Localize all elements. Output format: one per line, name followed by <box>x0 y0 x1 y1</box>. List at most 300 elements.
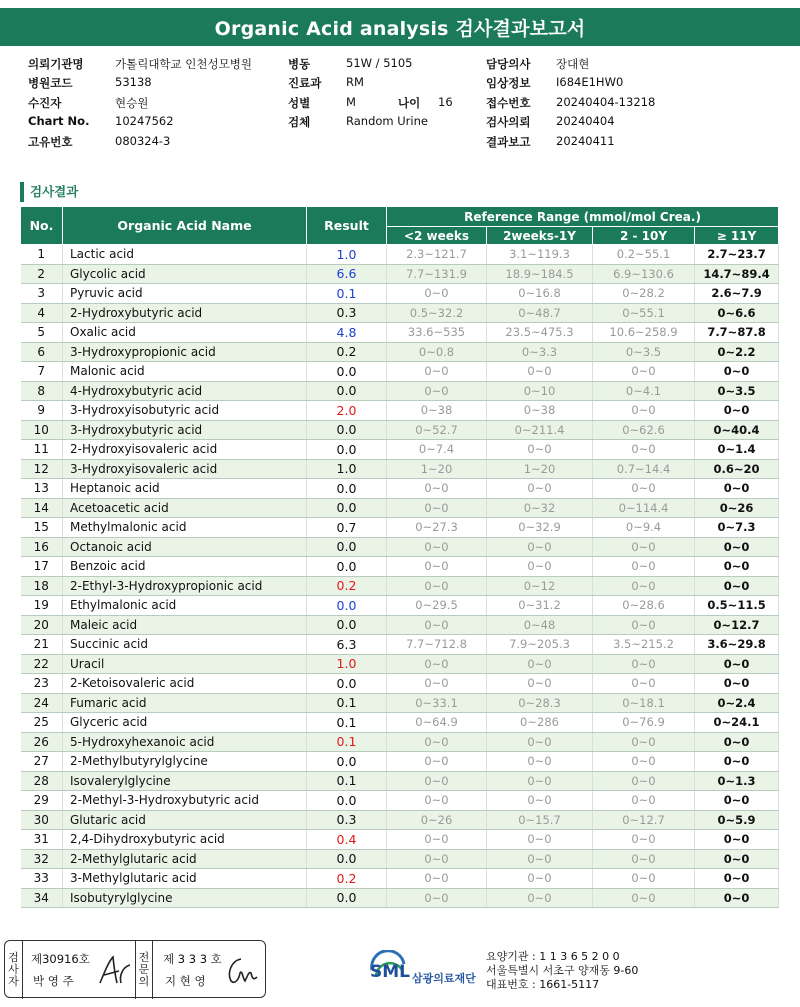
table-row <box>21 245 779 265</box>
row-range-2-10y: 0~3.5 <box>593 342 695 362</box>
row-range-lt2w: 2.3~121.7 <box>387 245 487 265</box>
info-row <box>28 132 788 151</box>
row-range-ge11y: 0~6.6 <box>695 303 779 323</box>
row-range-2w1y: 0~3.3 <box>487 342 593 362</box>
row-range-ge11y: 0~0 <box>695 537 779 557</box>
row-no: 27 <box>21 752 63 772</box>
row-result: 4.8 <box>307 323 387 343</box>
row-no: 15 <box>21 518 63 538</box>
row-name: 2-Methylglutaric acid <box>63 849 307 869</box>
row-range-2w1y: 0~0 <box>487 654 593 674</box>
row-no: 28 <box>21 771 63 791</box>
row-range-2-10y: 0~9.4 <box>593 518 695 538</box>
row-no: 30 <box>21 810 63 830</box>
row-name: 2-Methylbutyrylglycine <box>63 752 307 772</box>
row-result: 0.0 <box>307 381 387 401</box>
row-name: Ethylmalonic acid <box>63 596 307 616</box>
row-name: Methylmalonic acid <box>63 518 307 538</box>
row-range-lt2w: 7.7~712.8 <box>387 635 487 655</box>
row-range-ge11y: 2.6~7.9 <box>695 284 779 304</box>
info-value: 53138 <box>115 75 152 90</box>
info-row <box>28 54 788 73</box>
row-no: 29 <box>21 791 63 811</box>
info-row <box>28 112 788 131</box>
table-row <box>21 420 779 440</box>
row-no: 5 <box>21 323 63 343</box>
row-range-ge11y: 0~0 <box>695 479 779 499</box>
row-result: 2.0 <box>307 401 387 421</box>
row-range-ge11y: 0~0 <box>695 869 779 889</box>
row-name: 2-Ketoisovaleric acid <box>63 674 307 694</box>
row-no: 14 <box>21 498 63 518</box>
table-row <box>21 615 779 635</box>
row-name: 3-Hydroxyisovaleric acid <box>63 459 307 479</box>
info-value: 080324-3 <box>115 133 171 148</box>
row-range-ge11y: 0~26 <box>695 498 779 518</box>
info-value: 20240404-13218 <box>556 94 656 109</box>
row-no: 4 <box>21 303 63 323</box>
row-range-2-10y: 0~0 <box>593 401 695 421</box>
row-range-lt2w: 33.6~535 <box>387 323 487 343</box>
org-phone: 대표번호 : 1661-5117 <box>486 978 600 991</box>
row-range-2-10y: 0~0 <box>593 888 695 908</box>
info-value: I684E1HW0 <box>556 75 624 90</box>
row-range-lt2w: 0~0 <box>387 537 487 557</box>
row-range-ge11y: 0~0 <box>695 401 779 421</box>
row-no: 10 <box>21 420 63 440</box>
info-label: 의뢰기관명 <box>28 57 84 71</box>
row-range-lt2w: 0~0 <box>387 752 487 772</box>
row-range-lt2w: 0~38 <box>387 401 487 421</box>
row-range-2w1y: 3.1~119.3 <box>487 245 593 265</box>
row-name: 3-Hydroxypropionic acid <box>63 342 307 362</box>
row-range-ge11y: 0~0 <box>695 830 779 850</box>
row-range-lt2w: 0~0 <box>387 888 487 908</box>
row-range-2-10y: 6.9~130.6 <box>593 264 695 284</box>
table-row <box>21 849 779 869</box>
row-range-lt2w: 0~0 <box>387 732 487 752</box>
row-range-lt2w: 0~0 <box>387 479 487 499</box>
info-label: 결과보고 <box>486 134 531 149</box>
row-name: Fumaric acid <box>63 693 307 713</box>
row-range-2w1y: 0~0 <box>487 479 593 499</box>
row-no: 8 <box>21 381 63 401</box>
row-result: 0.0 <box>307 674 387 694</box>
info-value: 가톨릭대학교 인천성모병원 <box>115 57 252 71</box>
row-range-2w1y: 0~15.7 <box>487 810 593 830</box>
info-value: 10247562 <box>115 114 174 129</box>
row-range-lt2w: 0~64.9 <box>387 713 487 733</box>
table-row <box>21 303 779 323</box>
row-name: Maleic acid <box>63 615 307 635</box>
table-row <box>21 732 779 752</box>
table-row <box>21 537 779 557</box>
row-no: 23 <box>21 674 63 694</box>
row-range-2w1y: 0~0 <box>487 830 593 850</box>
row-range-2-10y: 0~0 <box>593 771 695 791</box>
row-no: 18 <box>21 576 63 596</box>
row-range-2w1y: 0~10 <box>487 381 593 401</box>
row-range-2w1y: 0~0 <box>487 791 593 811</box>
row-range-2-10y: 0~0 <box>593 440 695 460</box>
row-name: 3-Methylglutaric acid <box>63 869 307 889</box>
info-value: M <box>346 94 356 109</box>
row-result: 0.0 <box>307 440 387 460</box>
org-info <box>486 950 638 992</box>
row-range-2-10y: 0~0 <box>593 791 695 811</box>
row-range-2-10y: 0~0 <box>593 576 695 596</box>
row-no: 6 <box>21 342 63 362</box>
row-range-2w1y: 0~0 <box>487 537 593 557</box>
info-value: Random Urine <box>346 114 428 129</box>
header-reference-range: Reference Range (mmol/mol Crea.) <box>387 207 779 227</box>
table-row <box>21 830 779 850</box>
logo-text: SML <box>370 962 410 982</box>
org-address: 서울특별시 서초구 양재동 9-60 <box>486 964 639 977</box>
row-range-2w1y: 0~0 <box>487 674 593 694</box>
row-result: 0.0 <box>307 479 387 499</box>
row-no: 34 <box>21 888 63 908</box>
row-range-ge11y: 0~1.4 <box>695 440 779 460</box>
row-no: 24 <box>21 693 63 713</box>
row-result: 0.2 <box>307 869 387 889</box>
table-row <box>21 752 779 772</box>
table-row <box>21 284 779 304</box>
row-result: 0.0 <box>307 752 387 772</box>
section-title: 검사결과 <box>20 182 78 202</box>
row-range-2-10y: 0.2~55.1 <box>593 245 695 265</box>
row-range-lt2w: 0~0 <box>387 869 487 889</box>
row-result: 0.1 <box>307 732 387 752</box>
tester-label: 검 사 자 <box>5 941 23 999</box>
row-no: 9 <box>21 401 63 421</box>
info-label: 담당의사 <box>486 57 531 71</box>
table-row <box>21 674 779 694</box>
row-range-2w1y: 0~16.8 <box>487 284 593 304</box>
signature-box <box>4 940 266 998</box>
info-label: 병원코드 <box>28 76 73 91</box>
table-row <box>21 557 779 577</box>
row-range-2w1y: 0~32.9 <box>487 518 593 538</box>
row-result: 1.0 <box>307 654 387 674</box>
row-range-ge11y: 0~0 <box>695 654 779 674</box>
row-range-2w1y: 0~0 <box>487 557 593 577</box>
row-result: 0.0 <box>307 362 387 382</box>
row-range-ge11y: 0~0 <box>695 888 779 908</box>
results-table <box>20 206 779 908</box>
table-row <box>21 713 779 733</box>
header-range-2-10y: 2 - 10Y <box>593 227 695 245</box>
table-row <box>21 459 779 479</box>
row-range-2w1y: 0~0 <box>487 732 593 752</box>
row-name: Octanoic acid <box>63 537 307 557</box>
row-result: 6.3 <box>307 635 387 655</box>
table-row <box>21 888 779 908</box>
table-row <box>21 654 779 674</box>
row-range-ge11y: 0~24.1 <box>695 713 779 733</box>
row-range-2-10y: 0~0 <box>593 654 695 674</box>
row-result: 0.0 <box>307 537 387 557</box>
row-range-lt2w: 0~0 <box>387 849 487 869</box>
row-result: 0.0 <box>307 849 387 869</box>
row-range-ge11y: 0~0 <box>695 791 779 811</box>
row-range-2w1y: 0~48.7 <box>487 303 593 323</box>
row-range-2-10y: 0~55.1 <box>593 303 695 323</box>
row-range-ge11y: 0~0 <box>695 557 779 577</box>
row-range-2w1y: 18.9~184.5 <box>487 264 593 284</box>
row-range-2w1y: 0~31.2 <box>487 596 593 616</box>
row-range-lt2w: 0~26 <box>387 810 487 830</box>
row-name: 4-Hydroxybutyric acid <box>63 381 307 401</box>
row-name: Pyruvic acid <box>63 284 307 304</box>
header-result: Result <box>307 207 387 245</box>
row-name: Glyceric acid <box>63 713 307 733</box>
table-row <box>21 635 779 655</box>
row-range-2w1y: 0~0 <box>487 771 593 791</box>
row-range-2-10y: 0.7~14.4 <box>593 459 695 479</box>
row-range-lt2w: 1~20 <box>387 459 487 479</box>
row-range-2w1y: 0~0 <box>487 849 593 869</box>
row-result: 0.2 <box>307 576 387 596</box>
table-row <box>21 342 779 362</box>
row-range-2-10y: 0~0 <box>593 869 695 889</box>
row-range-ge11y: 0~2.2 <box>695 342 779 362</box>
row-range-2-10y: 0~18.1 <box>593 693 695 713</box>
row-range-2-10y: 0~76.9 <box>593 713 695 733</box>
row-no: 11 <box>21 440 63 460</box>
row-no: 16 <box>21 537 63 557</box>
table-row <box>21 596 779 616</box>
info-value: 현승원 <box>115 95 149 110</box>
row-range-2-10y: 0~0 <box>593 479 695 499</box>
row-range-ge11y: 0~0 <box>695 362 779 382</box>
row-no: 3 <box>21 284 63 304</box>
row-range-ge11y: 0~0 <box>695 576 779 596</box>
row-range-2-10y: 0~0 <box>593 537 695 557</box>
tester-name: 박 영 주 <box>33 974 74 988</box>
verifier-name: 지 현 영 <box>165 974 206 988</box>
row-no: 33 <box>21 869 63 889</box>
row-range-2w1y: 0~0 <box>487 888 593 908</box>
table-row <box>21 693 779 713</box>
row-no: 19 <box>21 596 63 616</box>
row-range-lt2w: 0~27.3 <box>387 518 487 538</box>
row-range-ge11y: 0~0 <box>695 849 779 869</box>
info-label: 접수번호 <box>486 95 531 110</box>
row-range-2-10y: 0~0 <box>593 557 695 577</box>
row-result: 0.0 <box>307 557 387 577</box>
row-range-ge11y: 0~0 <box>695 752 779 772</box>
row-result: 0.3 <box>307 303 387 323</box>
row-name: 5-Hydroxyhexanoic acid <box>63 732 307 752</box>
row-name: Glutaric acid <box>63 810 307 830</box>
row-no: 26 <box>21 732 63 752</box>
row-name: Glycolic acid <box>63 264 307 284</box>
verifier-signature-icon <box>225 955 261 987</box>
tester-license: 제30916호 <box>31 952 90 966</box>
tester-signature-icon <box>97 953 133 989</box>
row-range-ge11y: 14.7~89.4 <box>695 264 779 284</box>
row-range-2-10y: 0~0 <box>593 830 695 850</box>
row-name: Succinic acid <box>63 635 307 655</box>
row-range-ge11y: 3.6~29.8 <box>695 635 779 655</box>
row-name: Oxalic acid <box>63 323 307 343</box>
row-name: Isobutyrylglycine <box>63 888 307 908</box>
row-range-2w1y: 0~32 <box>487 498 593 518</box>
row-range-lt2w: 0~0 <box>387 498 487 518</box>
row-no: 2 <box>21 264 63 284</box>
row-range-lt2w: 0~0 <box>387 362 487 382</box>
row-range-2-10y: 0~12.7 <box>593 810 695 830</box>
row-range-2w1y: 0~0 <box>487 869 593 889</box>
info-row <box>28 73 788 92</box>
row-range-2w1y: 0~12 <box>487 576 593 596</box>
row-result: 0.4 <box>307 830 387 850</box>
header-no: No. <box>21 207 63 245</box>
row-range-lt2w: 0~0 <box>387 830 487 850</box>
row-range-lt2w: 0~29.5 <box>387 596 487 616</box>
info-value: RM <box>346 75 364 90</box>
row-name: 3-Hydroxybutyric acid <box>63 420 307 440</box>
footer <box>4 940 796 1000</box>
row-range-ge11y: 0~1.3 <box>695 771 779 791</box>
row-range-ge11y: 0~12.7 <box>695 615 779 635</box>
row-range-2w1y: 0~286 <box>487 713 593 733</box>
row-range-lt2w: 0~0 <box>387 284 487 304</box>
row-result: 6.6 <box>307 264 387 284</box>
row-range-2w1y: 0~211.4 <box>487 420 593 440</box>
header-range-2w1y: 2weeks-1Y <box>487 227 593 245</box>
row-range-2-10y: 0~28.2 <box>593 284 695 304</box>
row-range-lt2w: 0~33.1 <box>387 693 487 713</box>
verifier-label: 전 문 의 <box>135 941 153 999</box>
row-range-ge11y: 0~3.5 <box>695 381 779 401</box>
row-name: Isovalerylglycine <box>63 771 307 791</box>
info-label: 수진자 <box>28 95 62 110</box>
row-no: 7 <box>21 362 63 382</box>
row-no: 22 <box>21 654 63 674</box>
row-result: 0.0 <box>307 791 387 811</box>
table-row <box>21 791 779 811</box>
age-label: 나이 <box>398 95 421 110</box>
patient-info <box>28 54 788 151</box>
row-no: 12 <box>21 459 63 479</box>
info-value: 51W / 5105 <box>346 56 413 70</box>
row-range-ge11y: 7.7~87.8 <box>695 323 779 343</box>
row-range-lt2w: 0~0 <box>387 557 487 577</box>
header-range-lt2w: <2 weeks <box>387 227 487 245</box>
table-row <box>21 869 779 889</box>
row-result: 0.0 <box>307 498 387 518</box>
row-name: Lactic acid <box>63 245 307 265</box>
row-range-2w1y: 0~28.3 <box>487 693 593 713</box>
age-value: 16 <box>438 94 453 109</box>
header-name: Organic Acid Name <box>63 207 307 245</box>
row-range-2w1y: 0~48 <box>487 615 593 635</box>
row-range-ge11y: 0~0 <box>695 732 779 752</box>
row-result: 0.1 <box>307 771 387 791</box>
info-label: Chart No. <box>28 114 90 129</box>
row-range-2-10y: 0~114.4 <box>593 498 695 518</box>
row-result: 0.1 <box>307 284 387 304</box>
row-range-2-10y: 0~0 <box>593 849 695 869</box>
row-name: Benzoic acid <box>63 557 307 577</box>
row-range-lt2w: 0~0 <box>387 381 487 401</box>
row-range-lt2w: 0~0 <box>387 771 487 791</box>
table-row <box>21 401 779 421</box>
table-row <box>21 381 779 401</box>
row-name: 2-Ethyl-3-Hydroxypropionic acid <box>63 576 307 596</box>
org-name: 삼광의료재단 <box>412 972 476 985</box>
row-range-2w1y: 1~20 <box>487 459 593 479</box>
table-row <box>21 440 779 460</box>
row-range-2-10y: 0~62.6 <box>593 420 695 440</box>
row-range-2-10y: 0~0 <box>593 752 695 772</box>
row-range-ge11y: 0.6~20 <box>695 459 779 479</box>
table-row <box>21 518 779 538</box>
row-name: 3-Hydroxyisobutyric acid <box>63 401 307 421</box>
row-no: 21 <box>21 635 63 655</box>
table-row <box>21 498 779 518</box>
row-name: Heptanoic acid <box>63 479 307 499</box>
org-code: 요양기관 : 1 1 3 6 5 2 0 0 <box>486 950 620 963</box>
row-result: 0.0 <box>307 888 387 908</box>
info-label: 고유번호 <box>28 134 73 149</box>
row-range-2-10y: 0~0 <box>593 362 695 382</box>
row-range-lt2w: 0~7.4 <box>387 440 487 460</box>
row-range-2w1y: 23.5~475.3 <box>487 323 593 343</box>
row-range-ge11y: 0~2.4 <box>695 693 779 713</box>
info-label: 진료과 <box>288 76 322 91</box>
row-no: 20 <box>21 615 63 635</box>
row-range-ge11y: 0.5~11.5 <box>695 596 779 616</box>
sml-logo <box>368 948 498 992</box>
row-name: 2-Hydroxybutyric acid <box>63 303 307 323</box>
info-label: 검체 <box>288 115 311 130</box>
info-label: 성별 <box>288 95 311 110</box>
row-range-lt2w: 0~0 <box>387 791 487 811</box>
row-range-2-10y: 0~0 <box>593 615 695 635</box>
row-range-ge11y: 0~0 <box>695 674 779 694</box>
info-label: 임상정보 <box>486 76 531 91</box>
row-no: 1 <box>21 245 63 265</box>
row-result: 1.0 <box>307 245 387 265</box>
row-range-lt2w: 0.5~32.2 <box>387 303 487 323</box>
row-no: 13 <box>21 479 63 499</box>
row-no: 31 <box>21 830 63 850</box>
row-name: 2-Hydroxyisovaleric acid <box>63 440 307 460</box>
row-range-ge11y: 0~5.9 <box>695 810 779 830</box>
row-range-2-10y: 0~28.6 <box>593 596 695 616</box>
info-value: 20240404 <box>556 114 615 129</box>
row-range-ge11y: 0~40.4 <box>695 420 779 440</box>
table-row <box>21 323 779 343</box>
row-result: 0.3 <box>307 810 387 830</box>
row-range-lt2w: 0~0 <box>387 576 487 596</box>
row-range-lt2w: 0~52.7 <box>387 420 487 440</box>
row-range-2-10y: 0~0 <box>593 674 695 694</box>
report-title: Organic Acid analysis 검사결과보고서 <box>0 8 800 46</box>
info-value: 20240411 <box>556 133 615 148</box>
row-name: 2,4-Dihydroxybutyric acid <box>63 830 307 850</box>
row-name: Uracil <box>63 654 307 674</box>
row-result: 1.0 <box>307 459 387 479</box>
info-label: 검사의뢰 <box>486 115 531 130</box>
row-result: 0.0 <box>307 615 387 635</box>
row-result: 0.1 <box>307 713 387 733</box>
row-result: 0.0 <box>307 596 387 616</box>
info-label: 병동 <box>288 57 311 71</box>
